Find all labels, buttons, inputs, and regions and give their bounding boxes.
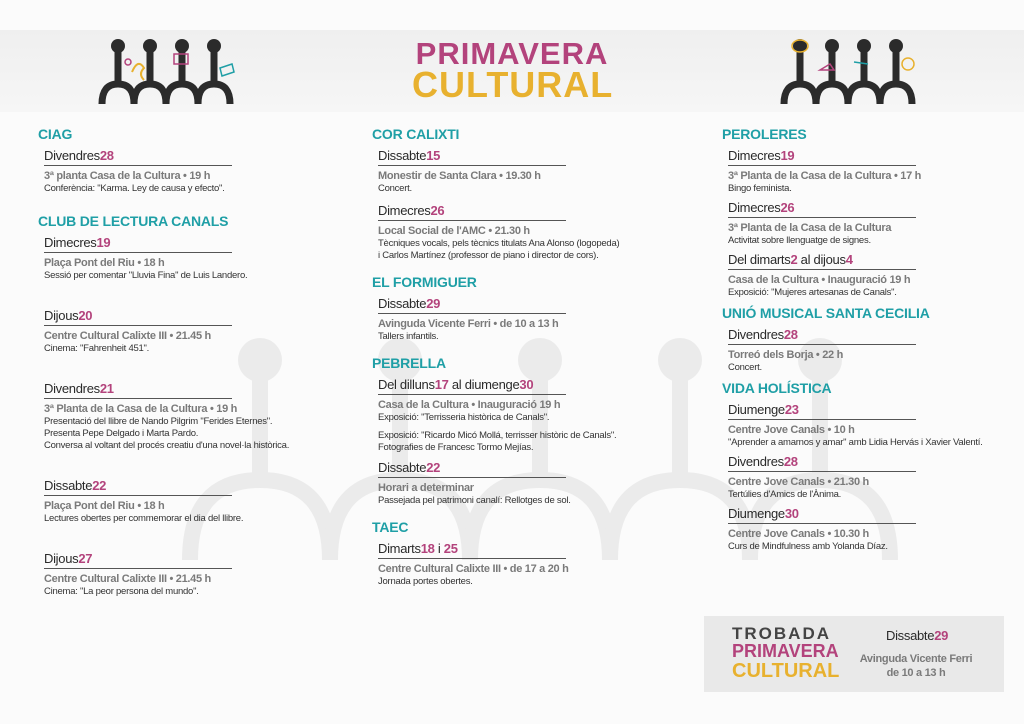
column-1 — [38, 126, 289, 598]
event-date — [728, 200, 916, 218]
event-entry — [44, 235, 289, 282]
event-place: Monestir de Santa Clara • 19.30 h — [378, 170, 541, 182]
event-date — [378, 296, 566, 314]
event-day: Divendres — [44, 148, 100, 163]
org-title: UNIÓ MUSICAL SANTA CECILIA — [722, 305, 930, 321]
event-day-num: 28 — [783, 327, 798, 342]
org-group — [722, 126, 983, 299]
event-date — [728, 327, 916, 345]
event-entry — [728, 252, 983, 299]
event-description: Fotografies de Francesc Tormo Mejías. — [378, 442, 534, 453]
event-day: Dissabte — [378, 460, 427, 475]
event-entry — [728, 148, 983, 195]
event-date — [44, 478, 232, 496]
trobada-line2: PRIMAVERA — [732, 641, 839, 661]
event-date — [728, 252, 916, 270]
event-place: Plaça Pont del Riu • 18 h — [44, 500, 165, 512]
event-place: Local Social de l'AMC • 21.30 h — [378, 225, 530, 237]
trobada-day: Dissabte — [886, 628, 935, 643]
event-place: Centre Jove Canals • 21.30 h — [728, 476, 869, 488]
event-description: Bingo feminista. — [728, 183, 792, 194]
event-date — [728, 506, 916, 524]
event-date — [44, 551, 232, 569]
event-entry — [44, 478, 289, 525]
event-entry — [378, 460, 619, 507]
org-title: TAEC — [372, 519, 409, 535]
event-description: Cinema: "Fahrenheit 451". — [44, 343, 150, 354]
event-date — [378, 541, 566, 559]
event-place: 3ª Planta de la Casa de la Cultura • 17 h — [728, 170, 922, 182]
event-date — [378, 377, 566, 395]
event-day-num: 2 — [790, 252, 798, 267]
event-place: 3ª planta Casa de la Cultura • 19 h — [44, 170, 211, 182]
event-day: Dimarts — [378, 541, 421, 556]
event-description: i Carlos Martínez (professor de piano i director de cors). — [378, 250, 599, 261]
event-date — [44, 235, 232, 253]
org-title: EL FORMIGUER — [372, 274, 477, 290]
event-description: Exposició: "Terrisseria històrica de Canals". — [378, 412, 550, 423]
event-entry — [44, 381, 289, 452]
event-description: Conferència: "Karma. Ley de causa y efecto". — [44, 183, 225, 194]
event-place: Centre Jove Canals • 10.30 h — [728, 528, 869, 540]
event-day-num: 20 — [78, 308, 93, 323]
org-group — [38, 213, 289, 598]
event-date — [44, 308, 232, 326]
title-line1: PRIMAVERA — [415, 36, 609, 71]
org-title: CLUB DE LECTURA CANALS — [38, 213, 229, 229]
event-description: Passejada pel patrimoni canalí: Rellotges de sol. — [378, 495, 571, 506]
org-title: PEROLERES — [722, 126, 807, 142]
event-description: Lectures obertes per commemorar el dia del llibre. — [44, 513, 244, 524]
event-day: Divendres — [728, 454, 784, 469]
event-day: Dijous — [44, 551, 79, 566]
event-description: Activitat sobre llenguatge de signes. — [728, 235, 871, 246]
event-place: Plaça Pont del Riu • 18 h — [44, 257, 165, 269]
event-day-num: 26 — [430, 203, 445, 218]
event-day-num: 22 — [92, 478, 107, 493]
org-group — [372, 126, 619, 262]
event-day-num: 28 — [99, 148, 114, 163]
event-entry — [378, 296, 619, 343]
event-date — [378, 148, 566, 166]
org-group — [372, 519, 619, 588]
event-entry — [728, 327, 983, 374]
event-description: Presenta Pepe Delgado i Marta Pardo. — [44, 428, 199, 439]
event-entry — [44, 551, 289, 598]
event-day-num: 30 — [784, 506, 799, 521]
event-entry — [378, 203, 619, 262]
event-day: Dissabte — [44, 478, 93, 493]
event-day-num: 19 — [96, 235, 111, 250]
event-day-num: 18 — [420, 541, 435, 556]
event-day-connector: i — [434, 541, 444, 556]
event-day: Dimecres — [728, 148, 781, 163]
event-day: Dimecres — [728, 200, 781, 215]
title-line2: CULTURAL — [412, 64, 614, 105]
event-description: Tertúlies d'Amics de l'Ànima. — [728, 489, 842, 500]
event-day-num: 22 — [426, 460, 441, 475]
org-group — [372, 355, 619, 507]
event-date — [44, 148, 232, 166]
event-description: "Aprender a amarnos y amar" amb Lidia Hervás i Xavier Valentí. — [728, 437, 983, 448]
event-day: Dissabte — [378, 296, 427, 311]
event-day-connector: al diumenge — [448, 377, 520, 392]
trobada-day-num: 29 — [934, 628, 949, 643]
trobada-line1: TROBADA — [732, 624, 831, 643]
event-day-num: 23 — [784, 402, 799, 417]
event-place: 3ª Planta de la Casa de la Cultura • 19 h — [44, 403, 238, 415]
org-group — [38, 126, 289, 195]
event-place: Avinguda Vicente Ferri • de 10 a 13 h — [378, 318, 559, 330]
event-place: Centre Cultural Calixte III • de 17 a 20 h — [378, 563, 569, 575]
org-title: VIDA HOLÍSTICA — [722, 380, 832, 396]
event-day: Dissabte — [378, 148, 427, 163]
org-group — [372, 274, 619, 343]
event-day-num: 29 — [426, 296, 441, 311]
event-day-num2: 30 — [519, 377, 534, 392]
event-description: Curs de Mindfulness amb Yolanda Díaz. — [728, 541, 888, 552]
org-group — [722, 380, 983, 553]
event-date — [44, 381, 232, 399]
music-culture-logo-icon — [98, 38, 248, 108]
event-entry — [378, 541, 619, 588]
event-date — [378, 460, 566, 478]
event-day: Divendres — [728, 327, 784, 342]
event-date — [378, 203, 566, 221]
event-description: Sessió per comentar "Lluvia Fina" de Luis Landero. — [44, 270, 248, 281]
event-day-num: 21 — [99, 381, 114, 396]
event-description: Conversa al voltant del procés creatiu d'una novel·la històrica. — [44, 440, 290, 451]
event-entry — [728, 454, 983, 501]
event-place: Casa de la Cultura • Inauguració 19 h — [728, 274, 911, 286]
event-day-num2: 4 — [845, 252, 853, 267]
org-group — [722, 305, 983, 374]
trobada-place: Avinguda Vicente Ferri de 10 a 13 h — [859, 653, 973, 679]
event-place: Centre Cultural Calixte III • 21.45 h — [44, 573, 211, 585]
trobada-box — [704, 616, 1004, 692]
event-description: Jornada portes obertes. — [378, 576, 473, 587]
page-title — [412, 38, 612, 103]
event-description: Tècniques vocals, pels tècnics titulats Ana Alonso (logopeda) — [378, 238, 620, 249]
org-title: CIAG — [38, 126, 73, 142]
event-day-num: 28 — [783, 454, 798, 469]
column-2 — [372, 126, 619, 588]
event-day: Del dilluns — [378, 377, 435, 392]
event-day: Diumenge — [728, 402, 785, 417]
event-day-connector: al dijous — [797, 252, 846, 267]
event-entry — [378, 377, 619, 454]
event-place: Casa de la Cultura • Inauguració 19 h — [378, 399, 561, 411]
event-day-num: 15 — [426, 148, 441, 163]
trobada-date — [886, 628, 948, 643]
event-description: Exposició: "Mujeres artesanas de Canals". — [728, 287, 897, 298]
event-day-num: 19 — [780, 148, 795, 163]
org-title: PEBRELLA — [372, 355, 446, 371]
event-place: Centre Cultural Calixte III • 21.45 h — [44, 330, 211, 342]
column-3 — [722, 126, 983, 553]
event-description: Concert. — [728, 362, 762, 373]
event-day: Divendres — [44, 381, 100, 396]
event-date — [728, 402, 916, 420]
event-day: Del dimarts — [728, 252, 791, 267]
event-entry — [728, 200, 983, 247]
event-day-num2: 25 — [443, 541, 458, 556]
event-place: 3ª Planta de la Casa de la Cultura — [728, 222, 892, 234]
event-description: Presentació del llibre de Nando Pilgrim "Ferides Eternes". — [44, 416, 273, 427]
event-description: Concert. — [378, 183, 412, 194]
event-description: Cinema: "La peor persona del mundo". — [44, 586, 199, 597]
event-description: Exposició: "Ricardo Micó Mollá, terrisser històric de Canals". — [378, 430, 617, 441]
theatre-culture-logo-icon — [780, 38, 930, 108]
event-day: Dimecres — [44, 235, 97, 250]
event-day-num: 27 — [78, 551, 93, 566]
org-title: COR CALIXTI — [372, 126, 460, 142]
event-date — [728, 454, 916, 472]
event-place: Centre Jove Canals • 10 h — [728, 424, 855, 436]
event-day-num: 26 — [780, 200, 795, 215]
event-entry — [44, 148, 289, 195]
event-day-num: 17 — [434, 377, 449, 392]
event-description: Tallers infantils. — [378, 331, 439, 342]
event-entry — [378, 148, 619, 195]
event-day: Diumenge — [728, 506, 785, 521]
event-entry — [44, 308, 289, 355]
event-date — [728, 148, 916, 166]
event-place: Torreó dels Borja • 22 h — [728, 349, 844, 361]
trobada-line3: CULTURAL — [732, 660, 840, 682]
event-day: Dimecres — [378, 203, 431, 218]
event-entry — [728, 402, 983, 449]
event-place: Horari a determinar — [378, 482, 474, 494]
event-entry — [728, 506, 983, 553]
event-day: Dijous — [44, 308, 79, 323]
